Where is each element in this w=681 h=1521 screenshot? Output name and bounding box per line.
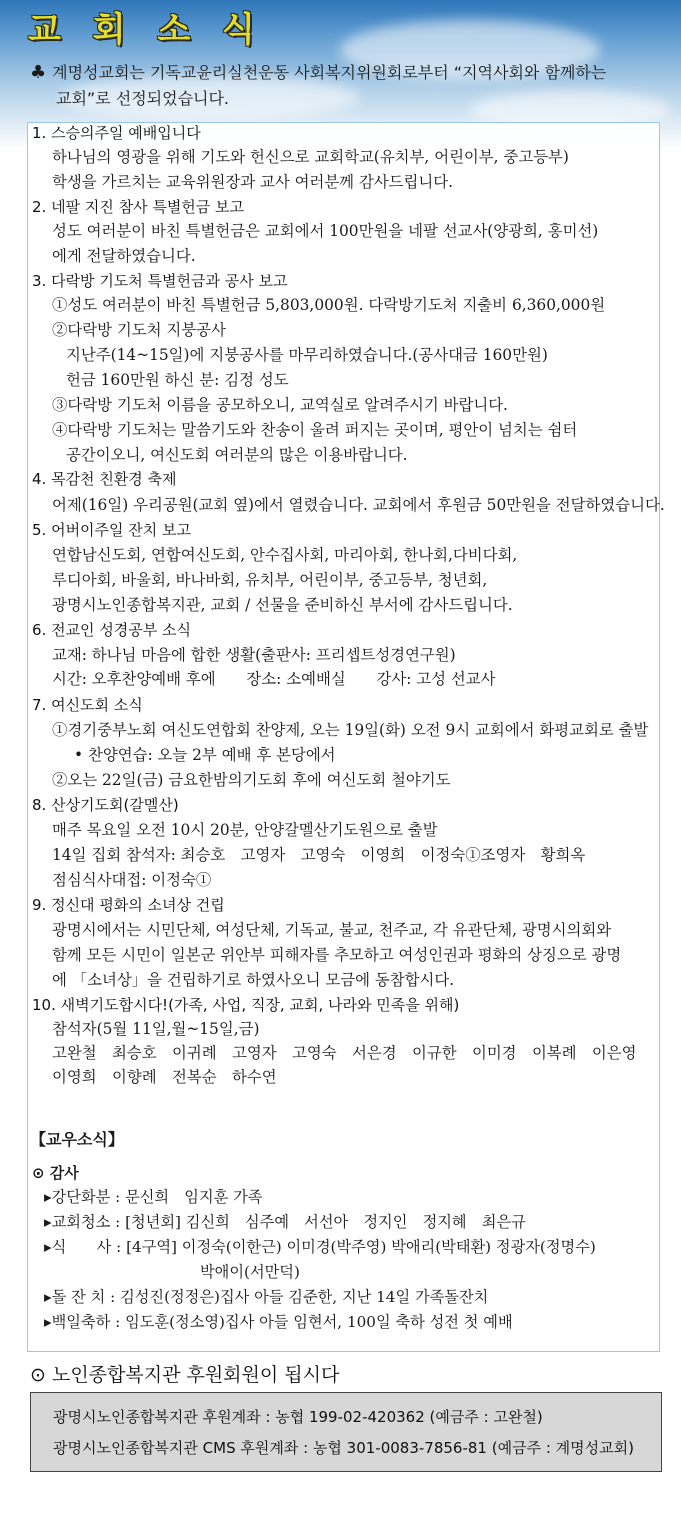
news-item-line: 하나님의 영광을 위해 기도와 헌신으로 교회학교(유치부, 어린이부, 중고등부) [52, 148, 569, 166]
news-item-line: 광명시노인종합복지관, 교회 / 선물을 준비하신 부서에 감사드립니다. [52, 596, 513, 614]
news-item-heading: 9. 정신대 평화의 소녀상 건립 [32, 896, 225, 914]
news-item-line: 교재: 하나님 마음에 합한 생활(출판사: 프리셉트성경연구원) [52, 646, 456, 664]
news-item-line: ②오는 22일(금) 금요한밤의기도회 후에 여신도회 철야기도 [52, 771, 451, 789]
news-item-line: 이영희 이향례 전복순 하수연 [52, 1068, 277, 1086]
news-item-line: 연합남신도회, 연합여신도회, 안수집사회, 마리아회, 한나회,다비다회, [52, 546, 518, 564]
intro-line-2: 교회”로 선정되었습니다. [56, 89, 230, 108]
news-item-line: 참석자(5월 11일,월~15일,금) [52, 1020, 260, 1038]
news-item-heading: 3. 다락방 기도처 특별헌금과 공사 보고 [32, 272, 288, 290]
gyowoo-row: ▸교회청소 : [청년회] 김신희 심주예 서선아 정지인 정지혜 최은규 [44, 1213, 526, 1231]
news-item-line: 학생을 가르치는 교육위원장과 교사 여러분께 감사드립니다. [52, 173, 454, 191]
news-item-heading: 2. 네팔 지진 참사 특별헌금 보고 [32, 198, 245, 216]
news-item-heading: 1. 스승의주일 예배입니다 [32, 124, 201, 142]
news-item-line: 매주 목요일 오전 10시 20분, 안양갈멜산기도원으로 출발 [52, 821, 438, 839]
news-item-line: 공간이오니, 여신도회 여러분의 많은 이용바랍니다. [66, 446, 408, 464]
gyowoo-row: 박애이(서만덕) [200, 1263, 300, 1281]
news-item-line: 에게 전달하였습니다. [52, 247, 196, 265]
news-item-heading: 10. 새벽기도합시다!(가족, 사업, 직장, 교회, 나라와 민족을 위해) [32, 996, 460, 1014]
news-item-line: 함께 모든 시민이 일본군 위안부 피해자를 추모하고 여성인권과 평화의 상징으로 광명 [52, 946, 622, 964]
news-item-line: 시간: 오후찬양예배 후에 장소: 소예배실 강사: 고성 선교사 [52, 670, 496, 688]
news-item-line: 성도 여러분이 바친 특별헌금은 교회에서 100만원을 네팔 선교사(양광희, 홍미선) [52, 222, 599, 240]
news-item-line: 14일 집회 참석자: 최승호 고영자 고영숙 이영희 이정숙①조영자 황희옥 [52, 846, 586, 864]
news-item-line: 헌금 160만원 하신 분: 김정 성도 [66, 371, 289, 389]
news-item-line: 루디아회, 바울회, 바나바회, 유치부, 어린이부, 중고등부, 청년회, [52, 571, 488, 589]
gyowoo-row: ▸식 사 : [4구역] 이정숙(이한근) 이미경(박주영) 박애리(박태환) 정광자(정명수) [44, 1238, 596, 1256]
gyowoo-heading: 【교우소식】 [30, 1130, 124, 1149]
page-title: 교 회 소 식 [28, 10, 265, 50]
intro-text [30, 60, 670, 112]
news-item-line: • 찬양연습: 오늘 2부 예배 후 본당에서 [74, 746, 336, 764]
gyowoo-row: ▸강단화분 : 문신희 임지훈 가족 [44, 1188, 263, 1206]
news-item-line: 점심식사대접: 이정숙① [52, 871, 212, 889]
news-item-line: 광명시에서는 시민단체, 여성단체, 기독교, 불교, 천주교, 각 유관단체, 광명시의회와 [52, 921, 612, 939]
welfare-account-line: 광명시노인종합복지관 후원계좌 : 농협 199-02-420362 (예금주 : 고완철) [53, 1408, 543, 1426]
news-item-line: ④다락방 기도처는 말씀기도와 찬송이 울려 퍼지는 곳이며, 평안이 넘치는 쉼터 [52, 421, 578, 439]
news-item-line: ①경기중부노회 여신도연합회 찬양제, 오는 19일(화) 오전 9시 교회에서 화평교회로 출발 [52, 721, 649, 739]
welfare-accounts-box [30, 1392, 662, 1472]
news-item-heading: 5. 어버이주일 잔치 보고 [32, 521, 192, 539]
news-item-line: 고완철 최승호 이귀례 고영자 고영숙 서은경 이규한 이미경 이복례 이은영 [52, 1044, 637, 1062]
news-item-heading: 4. 목감천 친환경 축제 [32, 470, 177, 488]
gyowoo-row: ▸돌 잔 치 : 김성진(정정은)집사 아들 김준한, 지난 14일 가족돌잔치 [44, 1288, 489, 1306]
news-item-line: ①성도 여러분이 바친 특별헌금 5,803,000원. 다락방기도처 지출비 6,360,000원 [52, 296, 606, 314]
thanks-label: ⊙ 감사 [32, 1164, 79, 1182]
news-item-line: 지난주(14~15일)에 지붕공사를 마무리하였습니다.(공사대금 160만원) [66, 346, 548, 364]
club-suit-icon: ♣ [30, 62, 47, 83]
news-item-heading: 8. 산상기도회(갈멜산) [32, 796, 179, 814]
news-item-heading: 7. 여신도회 소식 [32, 696, 143, 714]
news-item-line: 어제(16일) 우리공원(교회 옆)에서 열렸습니다. 교회에서 후원금 50만원을 전달하였습니다. [52, 496, 665, 514]
news-item-line: ③다락방 기도처 이름을 공모하오니, 교역실로 알려주시기 바랍니다. [52, 396, 508, 414]
news-item-line: 에 「소녀상」을 건립하기로 하였사오니 모금에 동참합시다. [52, 971, 455, 989]
welfare-account-line: 광명시노인종합복지관 CMS 후원계좌 : 농협 301-0083-7856-81 (예금주 : 계명성교회) [53, 1439, 634, 1457]
welfare-heading: ⊙ 노인종합복지관 후원회원이 됩시다 [30, 1364, 340, 1386]
gyowoo-row: ▸백일축하 : 임도훈(정소영)집사 아들 임현서, 100일 축하 성전 첫 예배 [44, 1313, 513, 1331]
intro-line-1: 계명성교회는 기독교윤리실천운동 사회복지위원회로부터 “지역사회와 함께하는 [52, 63, 607, 82]
news-item-heading: 6. 전교인 성경공부 소식 [32, 621, 192, 639]
news-item-line: ②다락방 기도처 지붕공사 [52, 321, 226, 339]
